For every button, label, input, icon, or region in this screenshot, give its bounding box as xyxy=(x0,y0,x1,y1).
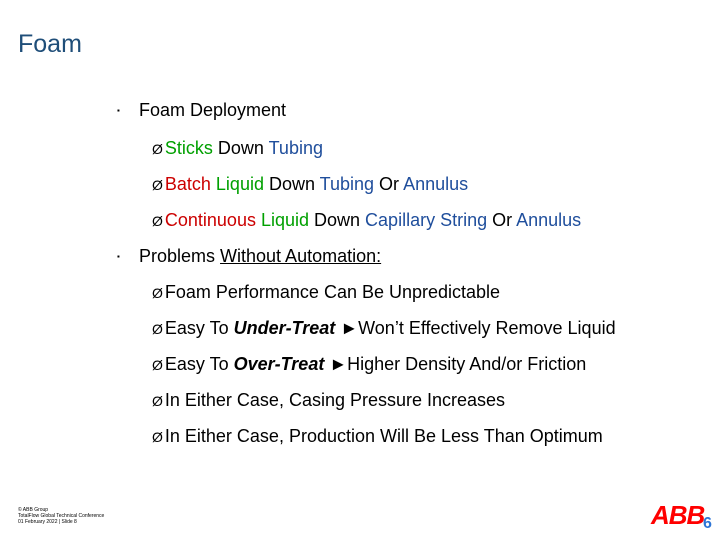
sub-bullet-continuous xyxy=(152,210,581,231)
text-bold-italic: Under-Treat xyxy=(233,318,336,338)
square-bullet-icon: ▪ xyxy=(117,106,120,115)
sub-bullet-casing-pressure xyxy=(152,390,505,411)
text-bold-italic: Over-Treat xyxy=(233,354,325,374)
sub-bullet-batch xyxy=(152,174,468,195)
sub-bullet-over-treat xyxy=(152,354,586,375)
text-red: Continuous xyxy=(164,210,256,230)
sub-bullet-performance xyxy=(152,282,500,303)
text-red: Batch xyxy=(164,174,211,194)
bullet-text: Problems xyxy=(139,246,221,266)
text-green: Liquid xyxy=(210,174,264,194)
text-plain: Easy To xyxy=(164,354,234,374)
text-plain: Down xyxy=(212,138,269,158)
text-plain: Down xyxy=(263,174,320,194)
text-green: Sticks xyxy=(164,138,213,158)
text-plain: In Either Case, Casing Pressure Increases xyxy=(164,390,506,410)
arrow-bullet-icon: Ø xyxy=(152,393,163,409)
text-plain: Or xyxy=(374,174,404,194)
text-blue: Tubing xyxy=(319,174,375,194)
text-green: Liquid xyxy=(255,210,310,230)
text-plain: ►Won’t Effectively Remove Liquid xyxy=(335,318,616,338)
arrow-bullet-icon: Ø xyxy=(152,213,163,229)
square-bullet-icon: ▪ xyxy=(117,252,120,261)
arrow-bullet-icon: Ø xyxy=(152,429,163,445)
footer xyxy=(18,507,104,525)
bullet-foam-deployment xyxy=(117,100,286,121)
footer-event: TotalFlow Global Technical Conference xyxy=(18,513,105,519)
arrow-bullet-icon: Ø xyxy=(152,321,163,337)
text-plain: In Either Case, Production Will Be Less Than Optimum xyxy=(164,426,603,446)
bullet-problems xyxy=(117,246,381,267)
abb-logo: ABB xyxy=(651,500,705,530)
sub-bullet-under-treat xyxy=(152,318,616,339)
text-plain: Down xyxy=(309,210,366,230)
bullet-text-underlined: Without Automation: xyxy=(220,246,382,266)
footer-date: 01 February 2022 | Slide 8 xyxy=(18,519,77,525)
text-plain: Foam Performance Can Be Unpredictable xyxy=(164,282,501,302)
footer-copyright: © ABB Group xyxy=(18,507,49,513)
bullet-text: Foam Deployment xyxy=(139,100,287,120)
arrow-bullet-icon: Ø xyxy=(152,141,163,157)
text-plain: ►Higher Density And/or Friction xyxy=(324,354,587,374)
arrow-bullet-icon: Ø xyxy=(152,357,163,373)
slide-title: Foam xyxy=(18,30,82,58)
arrow-bullet-icon: Ø xyxy=(152,177,163,193)
text-blue: Tubing xyxy=(268,138,323,158)
text-blue: Annulus xyxy=(516,210,582,230)
arrow-bullet-icon: Ø xyxy=(152,285,163,301)
sub-bullet-sticks xyxy=(152,138,323,159)
text-blue: Annulus xyxy=(403,174,469,194)
text-blue: Capillary String xyxy=(365,210,488,230)
sub-bullet-production xyxy=(152,426,603,447)
text-plain: Or xyxy=(487,210,517,230)
page-number: 6 xyxy=(703,515,712,532)
text-plain: Easy To xyxy=(164,318,234,338)
